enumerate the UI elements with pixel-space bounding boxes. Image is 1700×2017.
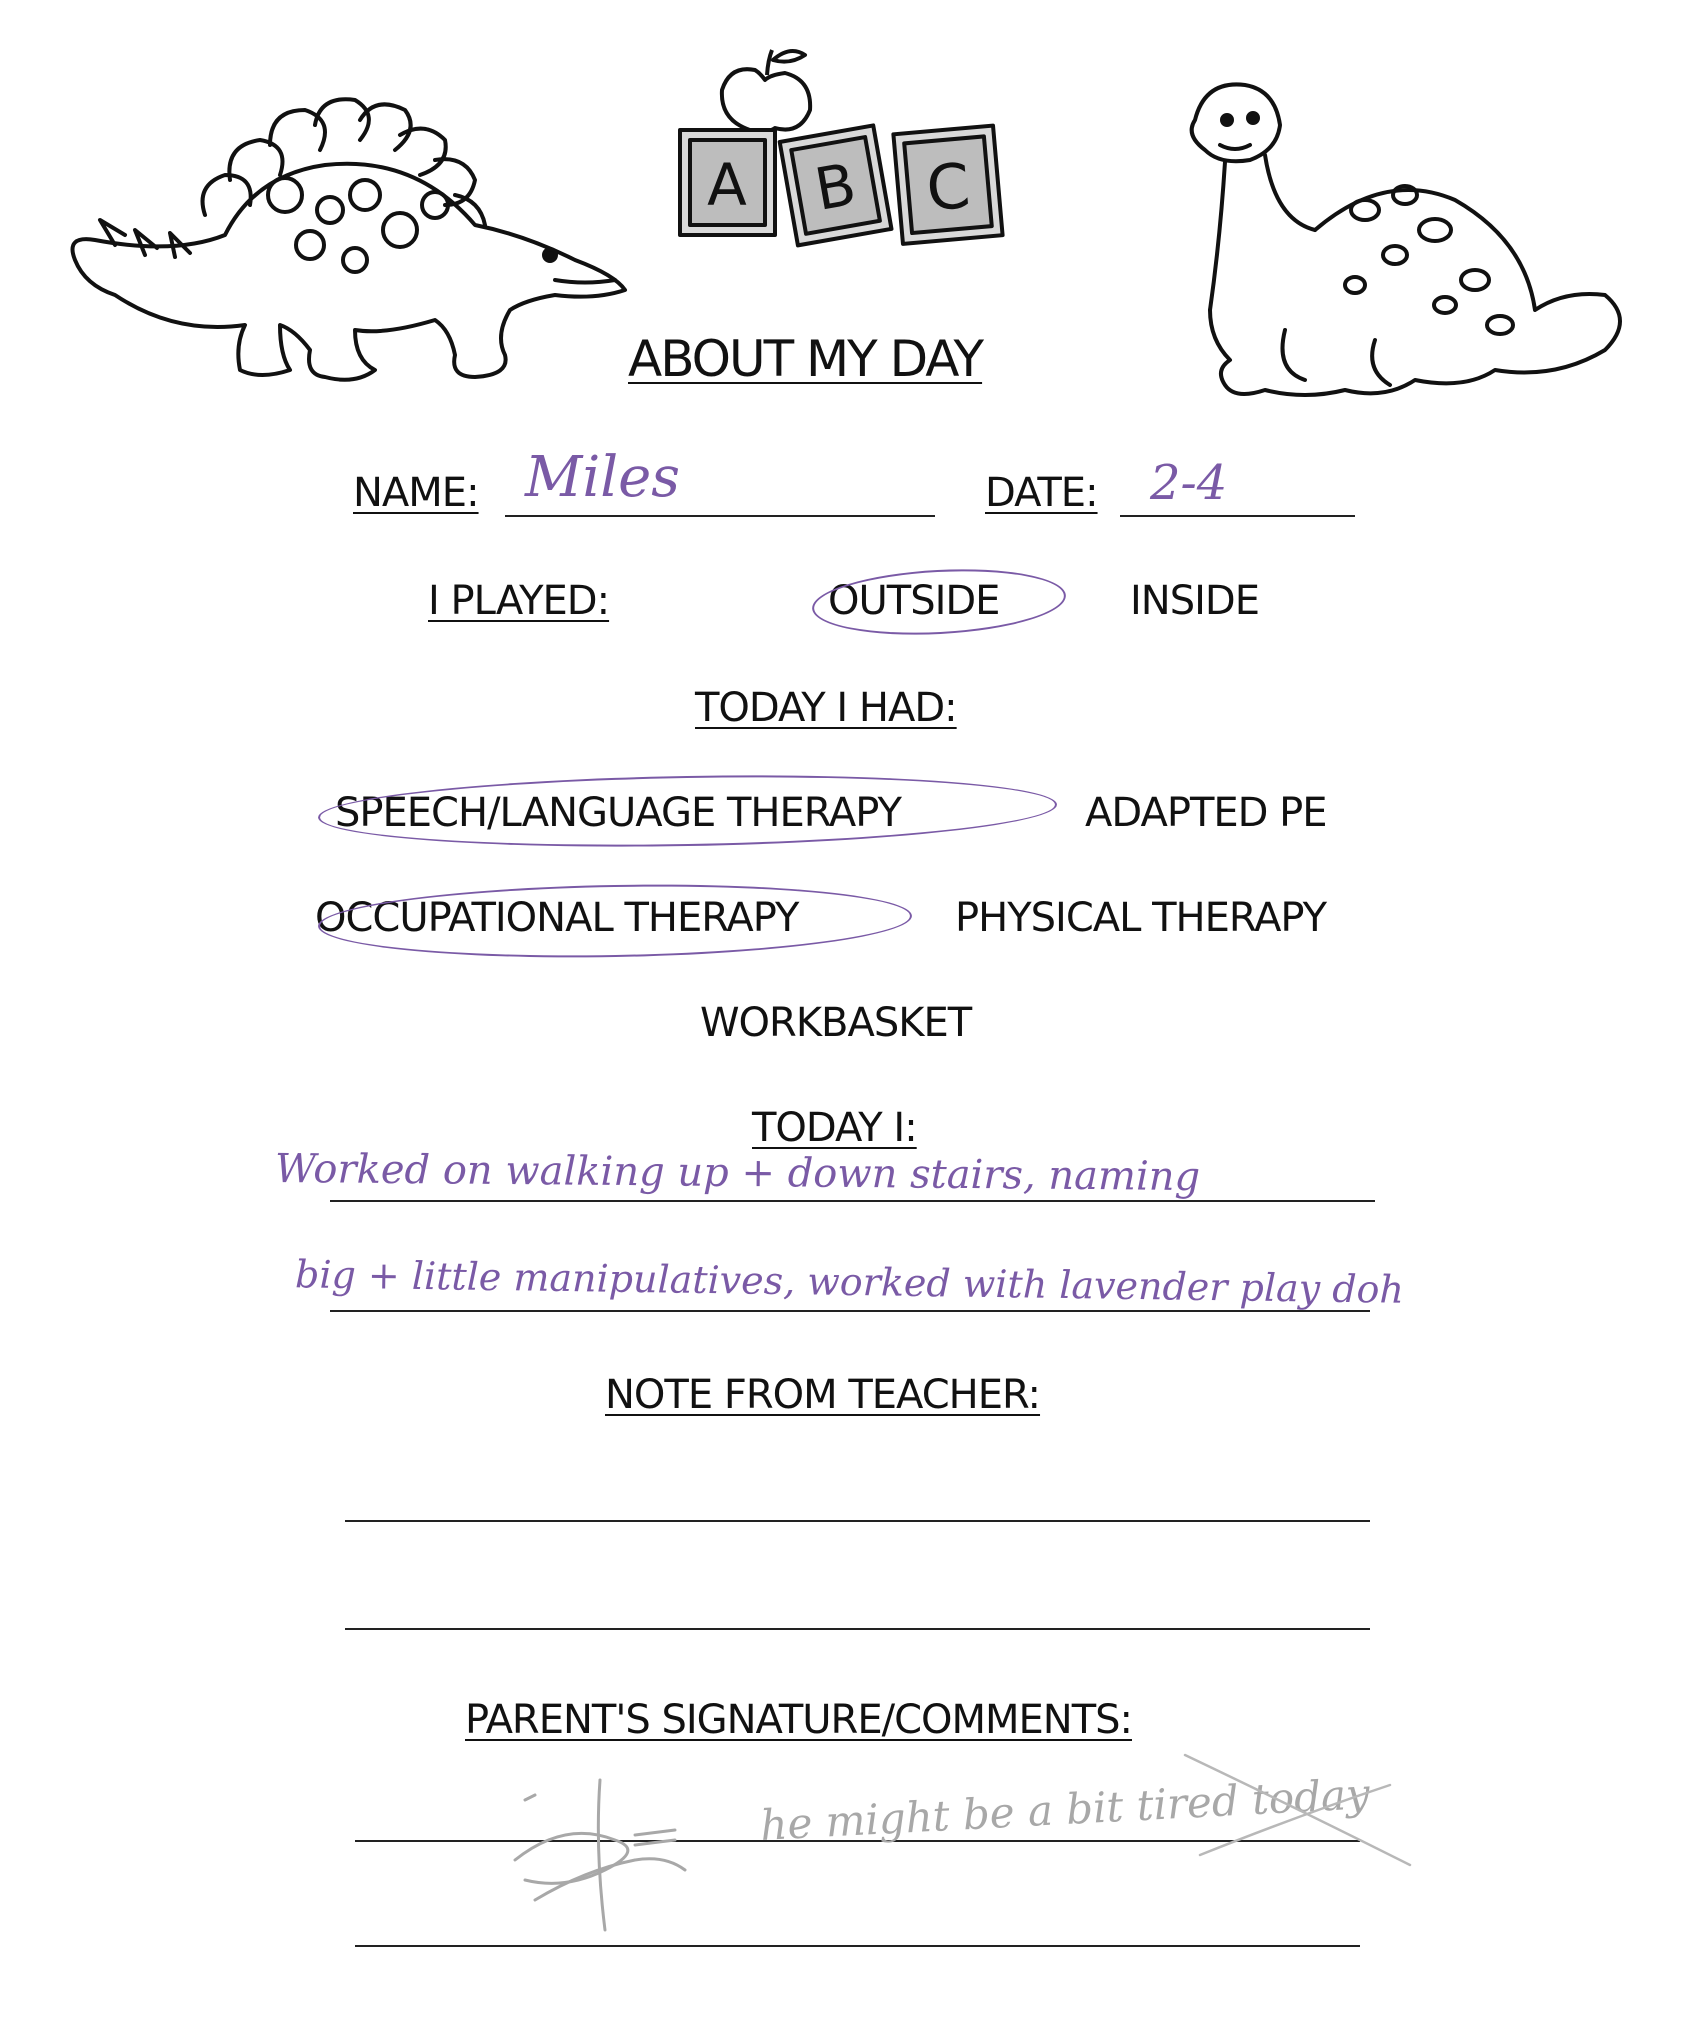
name-label: NAME: <box>353 470 479 516</box>
therapy-physical: PHYSICAL THERAPY <box>955 895 1327 941</box>
brontosaurus-illustration <box>1165 80 1635 425</box>
note-line-2 <box>345 1628 1370 1630</box>
parent-comment: he might be a bit tired today <box>759 1769 1371 1850</box>
today-i-entry-1: Worked on walking up + down stairs, naming <box>274 1145 1201 1201</box>
block-letter-a: A <box>707 151 747 219</box>
block-letter-b: B <box>809 150 861 224</box>
therapy-adapted-pe: ADAPTED PE <box>1085 790 1327 836</box>
outside-circle-mark <box>810 563 1067 640</box>
played-option-outside: OUTSIDE <box>828 578 1000 624</box>
today-i-entry-2: big + little manipulatives, worked with lavender play doh <box>294 1252 1405 1312</box>
therapy-workbasket: WORKBASKET <box>700 1000 972 1046</box>
played-label: I PLAYED: <box>428 578 610 624</box>
abc-blocks-illustration <box>660 35 1020 265</box>
stegosaurus-illustration <box>55 85 635 395</box>
speech-circle-mark <box>317 770 1057 853</box>
page-title: ABOUT MY DAY <box>628 330 983 388</box>
parent-line-2 <box>355 1945 1360 1947</box>
name-value: Miles <box>525 445 681 510</box>
date-line <box>1120 515 1355 517</box>
parent-signature-scribble <box>505 1760 695 1940</box>
therapy-speech-language: SPEECH/LANGUAGE THERAPY <box>335 790 901 836</box>
therapy-occupational: OCCUPATIONAL THERAPY <box>315 895 799 941</box>
today-i-line-2 <box>330 1310 1370 1312</box>
date-value: 2-4 <box>1150 455 1228 511</box>
occupational-circle-mark <box>317 880 912 962</box>
today-i-label: TODAY I: <box>752 1105 917 1151</box>
parent-label: PARENT'S SIGNATURE/COMMENTS: <box>465 1697 1132 1743</box>
parent-comment-strike <box>1180 1745 1420 1875</box>
date-label: DATE: <box>985 470 1098 516</box>
today-had-label: TODAY I HAD: <box>695 685 957 731</box>
block-letter-c: C <box>923 148 973 226</box>
note-line-1 <box>345 1520 1370 1522</box>
today-i-line-1 <box>330 1200 1375 1202</box>
note-label: NOTE FROM TEACHER: <box>605 1372 1041 1418</box>
played-option-inside: INSIDE <box>1130 578 1259 624</box>
name-line <box>505 515 935 517</box>
